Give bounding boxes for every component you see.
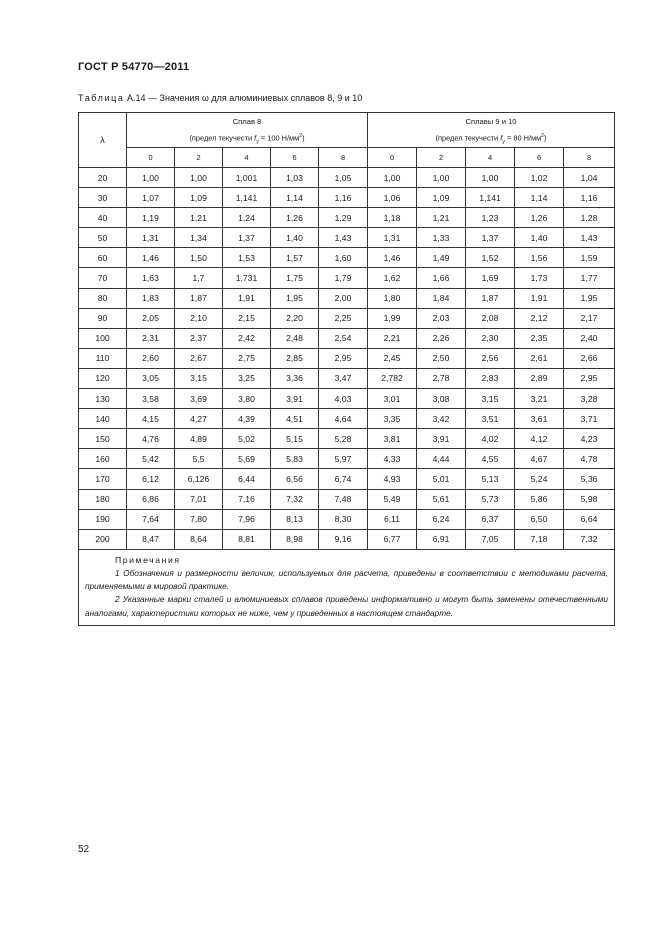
value-cell: 5,01 — [417, 469, 466, 489]
table-row — [79, 328, 615, 348]
lambda-cell: 110 — [79, 348, 127, 368]
column-subheader-row — [79, 148, 615, 168]
value-cell: 2,56 — [466, 348, 515, 368]
value-cell: 3,80 — [223, 389, 271, 409]
value-cell: 2,25 — [319, 308, 368, 328]
value-cell: 2,12 — [515, 308, 564, 328]
value-cell: 4,93 — [368, 469, 417, 489]
value-cell: 5,36 — [564, 469, 615, 489]
lambda-cell: 140 — [79, 409, 127, 429]
table-row — [79, 429, 615, 449]
value-cell: 3,01 — [368, 389, 417, 409]
value-cell: 2,08 — [466, 308, 515, 328]
table-row — [79, 208, 615, 228]
value-cell: 7,96 — [223, 509, 271, 529]
value-cell: 2,37 — [175, 328, 223, 348]
value-cell: 1,87 — [175, 288, 223, 308]
value-cell: 1,18 — [368, 208, 417, 228]
value-cell: 7,32 — [271, 489, 319, 509]
value-cell: 2,10 — [175, 308, 223, 328]
value-cell: 3,42 — [417, 409, 466, 429]
value-cell: 4,55 — [466, 449, 515, 469]
value-cell: 3,05 — [127, 368, 175, 388]
value-cell: 3,58 — [127, 389, 175, 409]
value-cell: 1,46 — [368, 248, 417, 268]
value-cell: 3,91 — [417, 429, 466, 449]
value-cell: 7,64 — [127, 509, 175, 529]
lambda-cell: 90 — [79, 308, 127, 328]
value-cell: 2,78 — [417, 368, 466, 388]
value-cell: 3,15 — [175, 368, 223, 388]
value-cell: 6,86 — [127, 489, 175, 509]
lambda-cell: 80 — [79, 288, 127, 308]
value-cell: 8,30 — [319, 509, 368, 529]
value-cell: 3,28 — [564, 389, 615, 409]
value-cell: 1,00 — [175, 168, 223, 188]
value-cell: 1,95 — [564, 288, 615, 308]
value-cell: 1,40 — [515, 228, 564, 248]
table-row — [79, 228, 615, 248]
value-cell: 1,75 — [271, 268, 319, 288]
value-cell: 3,25 — [223, 368, 271, 388]
value-cell: 6,24 — [417, 509, 466, 529]
column-header: 2 — [175, 148, 223, 168]
value-cell: 6,126 — [175, 469, 223, 489]
caption-number: А.14 — [127, 93, 146, 103]
table-caption — [78, 93, 362, 103]
omega-table — [78, 112, 615, 626]
value-cell: 1,59 — [564, 248, 615, 268]
value-cell: 4,39 — [223, 409, 271, 429]
value-cell: 4,44 — [417, 449, 466, 469]
subtitle-sup: 2 — [299, 132, 303, 139]
note-2: 2 Указанные марки сталей и алюминиевых сплавов приведены информативно и могут быть заменены отечественными аналогами, характеристики которых не ниже, чем у приведенных в настоящем стандарте. — [85, 594, 609, 618]
value-cell: 6,37 — [466, 509, 515, 529]
value-cell: 1,52 — [466, 248, 515, 268]
value-cell: 1,04 — [564, 168, 615, 188]
column-header: 6 — [515, 148, 564, 168]
value-cell: 1,63 — [127, 268, 175, 288]
value-cell: 1,31 — [127, 228, 175, 248]
subtitle-f: f — [500, 133, 503, 142]
value-cell: 1,09 — [417, 188, 466, 208]
value-cell: 1,84 — [417, 288, 466, 308]
value-cell: 3,36 — [271, 368, 319, 388]
value-cell: 3,91 — [271, 389, 319, 409]
value-cell: 5,28 — [319, 429, 368, 449]
value-cell: 8,64 — [175, 529, 223, 549]
value-cell: 1,00 — [466, 168, 515, 188]
value-cell: 1,07 — [127, 188, 175, 208]
table-row — [79, 509, 615, 529]
table-row — [79, 348, 615, 368]
table-row — [79, 308, 615, 328]
value-cell: 6,77 — [368, 529, 417, 549]
value-cell: 1,95 — [271, 288, 319, 308]
value-cell: 1,83 — [127, 288, 175, 308]
value-cell: 3,69 — [175, 389, 223, 409]
subtitle-sub: y — [502, 138, 505, 145]
subtitle-f: f — [254, 133, 257, 142]
column-header: 8 — [564, 148, 615, 168]
value-cell: 1,80 — [368, 288, 417, 308]
lambda-cell: 100 — [79, 328, 127, 348]
value-cell: 1,00 — [368, 168, 417, 188]
value-cell: 2,66 — [564, 348, 615, 368]
value-cell: 1,19 — [127, 208, 175, 228]
table-row — [79, 168, 615, 188]
table-row — [79, 288, 615, 308]
value-cell: 1,09 — [175, 188, 223, 208]
value-cell: 6,91 — [417, 529, 466, 549]
value-cell: 4,15 — [127, 409, 175, 429]
value-cell: 3,08 — [417, 389, 466, 409]
value-cell: 1,7 — [175, 268, 223, 288]
value-cell: 2,35 — [515, 328, 564, 348]
lambda-cell: 50 — [79, 228, 127, 248]
value-cell: 1,31 — [368, 228, 417, 248]
value-cell: 8,47 — [127, 529, 175, 549]
value-cell: 7,32 — [564, 529, 615, 549]
value-cell: 2,95 — [319, 348, 368, 368]
value-cell: 1,40 — [271, 228, 319, 248]
lambda-cell: 190 — [79, 509, 127, 529]
value-cell: 1,99 — [368, 308, 417, 328]
note-1: 1 Обозначения и размерности величин, используемых для расчета, приведены в соответствии с методиками расчета, применяемыми в мировой практике. — [85, 567, 609, 592]
value-cell: 1,03 — [271, 168, 319, 188]
value-cell: 3,81 — [368, 429, 417, 449]
lambda-cell: 60 — [79, 248, 127, 268]
value-cell: 1,23 — [466, 208, 515, 228]
value-cell: 3,15 — [466, 389, 515, 409]
value-cell: 1,91 — [223, 288, 271, 308]
value-cell: 1,16 — [319, 188, 368, 208]
value-cell: 2,42 — [223, 328, 271, 348]
lambda-cell: 120 — [79, 368, 127, 388]
value-cell: 6,44 — [223, 469, 271, 489]
table-row — [79, 248, 615, 268]
value-cell: 7,80 — [175, 509, 223, 529]
caption-label: Таблица — [78, 93, 125, 103]
lambda-cell: 20 — [79, 168, 127, 188]
group-subtitle-alloys-9-10 — [368, 130, 615, 148]
value-cell: 4,64 — [319, 409, 368, 429]
caption-text: — Значения ω для алюминиевых сплавов 8, 9 и 10 — [148, 93, 363, 103]
subtitle-sub: y — [256, 138, 259, 145]
value-cell: 1,87 — [466, 288, 515, 308]
value-cell: 1,06 — [368, 188, 417, 208]
value-cell: 1,001 — [223, 168, 271, 188]
value-cell: 4,51 — [271, 409, 319, 429]
value-cell: 2,83 — [466, 368, 515, 388]
value-cell: 5,13 — [466, 469, 515, 489]
value-cell: 1,00 — [417, 168, 466, 188]
value-cell: 2,85 — [271, 348, 319, 368]
value-cell: 1,33 — [417, 228, 466, 248]
table-row — [79, 469, 615, 489]
value-cell: 1,57 — [271, 248, 319, 268]
page-number: 52 — [78, 844, 90, 855]
value-cell: 1,34 — [175, 228, 223, 248]
value-cell: 4,03 — [319, 389, 368, 409]
value-cell: 1,141 — [466, 188, 515, 208]
table-row — [79, 489, 615, 509]
value-cell: 1,46 — [127, 248, 175, 268]
value-cell: 1,14 — [515, 188, 564, 208]
value-cell: 5,49 — [368, 489, 417, 509]
value-cell: 1,28 — [564, 208, 615, 228]
table-row — [79, 368, 615, 388]
value-cell: 3,21 — [515, 389, 564, 409]
value-cell: 7,48 — [319, 489, 368, 509]
value-cell: 2,30 — [466, 328, 515, 348]
document-code: ГОСТ Р 54770—2011 — [78, 61, 190, 73]
value-cell: 1,21 — [175, 208, 223, 228]
value-cell: 5,97 — [319, 449, 368, 469]
value-cell: 2,31 — [127, 328, 175, 348]
value-cell: 2,17 — [564, 308, 615, 328]
table-row — [79, 409, 615, 429]
value-cell: 8,13 — [271, 509, 319, 529]
value-cell: 3,35 — [368, 409, 417, 429]
value-cell: 6,74 — [319, 469, 368, 489]
value-cell: 9,16 — [319, 529, 368, 549]
value-cell: 6,11 — [368, 509, 417, 529]
value-cell: 5,42 — [127, 449, 175, 469]
lambda-cell: 160 — [79, 449, 127, 469]
value-cell: 5,5 — [175, 449, 223, 469]
value-cell: 1,141 — [223, 188, 271, 208]
table-row — [79, 188, 615, 208]
value-cell: 2,782 — [368, 368, 417, 388]
value-cell: 2,54 — [319, 328, 368, 348]
lambda-cell: 170 — [79, 469, 127, 489]
column-header: 0 — [127, 148, 175, 168]
value-cell: 5,83 — [271, 449, 319, 469]
value-cell: 2,95 — [564, 368, 615, 388]
subtitle-suffix: ) — [544, 133, 547, 142]
value-cell: 4,23 — [564, 429, 615, 449]
value-cell: 2,67 — [175, 348, 223, 368]
value-cell: 1,73 — [515, 268, 564, 288]
value-cell: 8,98 — [271, 529, 319, 549]
value-cell: 2,75 — [223, 348, 271, 368]
value-cell: 1,05 — [319, 168, 368, 188]
value-cell: 1,43 — [564, 228, 615, 248]
value-cell: 4,67 — [515, 449, 564, 469]
value-cell: 5,69 — [223, 449, 271, 469]
subtitle-suffix: ) — [302, 133, 305, 142]
value-cell: 1,50 — [175, 248, 223, 268]
lambda-cell: 130 — [79, 389, 127, 409]
lambda-header: λ — [79, 113, 127, 168]
value-cell: 4,33 — [368, 449, 417, 469]
value-cell: 1,66 — [417, 268, 466, 288]
value-cell: 5,73 — [466, 489, 515, 509]
value-cell: 2,45 — [368, 348, 417, 368]
column-header: 4 — [223, 148, 271, 168]
value-cell: 6,12 — [127, 469, 175, 489]
value-cell: 7,18 — [515, 529, 564, 549]
subtitle-prefix: (предел текучести — [435, 133, 501, 142]
notes-cell — [79, 549, 615, 625]
value-cell: 1,00 — [127, 168, 175, 188]
notes-title: Примечания — [115, 554, 181, 565]
value-cell: 2,48 — [271, 328, 319, 348]
lambda-cell: 30 — [79, 188, 127, 208]
value-cell: 2,60 — [127, 348, 175, 368]
value-cell: 4,76 — [127, 429, 175, 449]
value-cell: 6,56 — [271, 469, 319, 489]
column-header: 6 — [271, 148, 319, 168]
value-cell: 4,02 — [466, 429, 515, 449]
value-cell: 1,56 — [515, 248, 564, 268]
column-header: 0 — [368, 148, 417, 168]
value-cell: 4,78 — [564, 449, 615, 469]
value-cell: 1,49 — [417, 248, 466, 268]
value-cell: 1,731 — [223, 268, 271, 288]
value-cell: 2,61 — [515, 348, 564, 368]
value-cell: 4,89 — [175, 429, 223, 449]
value-cell: 2,26 — [417, 328, 466, 348]
value-cell: 1,02 — [515, 168, 564, 188]
subtitle-value: = 100 Н/мм — [258, 133, 300, 142]
column-header: 4 — [466, 148, 515, 168]
column-header: 2 — [417, 148, 466, 168]
value-cell: 1,29 — [319, 208, 368, 228]
value-cell: 7,16 — [223, 489, 271, 509]
value-cell: 1,77 — [564, 268, 615, 288]
value-cell: 1,79 — [319, 268, 368, 288]
group-subtitle-alloy-8 — [127, 130, 368, 148]
table-row — [79, 389, 615, 409]
value-cell: 3,71 — [564, 409, 615, 429]
value-cell: 1,24 — [223, 208, 271, 228]
value-cell: 3,47 — [319, 368, 368, 388]
value-cell: 1,62 — [368, 268, 417, 288]
value-cell: 6,64 — [564, 509, 615, 529]
subtitle-sup: 2 — [541, 132, 545, 139]
value-cell: 5,61 — [417, 489, 466, 509]
value-cell: 1,43 — [319, 228, 368, 248]
value-cell: 6,50 — [515, 509, 564, 529]
value-cell: 2,21 — [368, 328, 417, 348]
group-title-alloys-9-10: Сплавы 9 и 10 — [368, 113, 615, 131]
value-cell: 5,15 — [271, 429, 319, 449]
value-cell: 1,37 — [466, 228, 515, 248]
value-cell: 8,81 — [223, 529, 271, 549]
lambda-cell: 180 — [79, 489, 127, 509]
value-cell: 1,21 — [417, 208, 466, 228]
table-row — [79, 268, 615, 288]
value-cell: 1,53 — [223, 248, 271, 268]
table-row — [79, 529, 615, 549]
value-cell: 1,91 — [515, 288, 564, 308]
value-cell: 5,86 — [515, 489, 564, 509]
subtitle-prefix: (предел текучести — [189, 133, 255, 142]
lambda-cell: 150 — [79, 429, 127, 449]
value-cell: 5,98 — [564, 489, 615, 509]
subtitle-value: = 80 Н/мм — [504, 133, 542, 142]
value-cell: 2,50 — [417, 348, 466, 368]
value-cell: 7,05 — [466, 529, 515, 549]
lambda-cell: 70 — [79, 268, 127, 288]
lambda-cell: 40 — [79, 208, 127, 228]
value-cell: 4,12 — [515, 429, 564, 449]
column-header: 8 — [319, 148, 368, 168]
value-cell: 3,51 — [466, 409, 515, 429]
value-cell: 3,61 — [515, 409, 564, 429]
value-cell: 1,26 — [271, 208, 319, 228]
value-cell: 2,15 — [223, 308, 271, 328]
value-cell: 2,20 — [271, 308, 319, 328]
value-cell: 1,26 — [515, 208, 564, 228]
value-cell: 1,16 — [564, 188, 615, 208]
value-cell: 1,37 — [223, 228, 271, 248]
value-cell: 1,69 — [466, 268, 515, 288]
value-cell: 5,02 — [223, 429, 271, 449]
value-cell: 4,27 — [175, 409, 223, 429]
table-row — [79, 449, 615, 469]
lambda-cell: 200 — [79, 529, 127, 549]
value-cell: 1,14 — [271, 188, 319, 208]
value-cell: 2,40 — [564, 328, 615, 348]
value-cell: 5,24 — [515, 469, 564, 489]
value-cell: 2,00 — [319, 288, 368, 308]
value-cell: 1,60 — [319, 248, 368, 268]
value-cell: 7,01 — [175, 489, 223, 509]
value-cell: 2,89 — [515, 368, 564, 388]
value-cell: 2,05 — [127, 308, 175, 328]
value-cell: 2,03 — [417, 308, 466, 328]
group-title-alloy-8: Сплав 8 — [127, 113, 368, 131]
